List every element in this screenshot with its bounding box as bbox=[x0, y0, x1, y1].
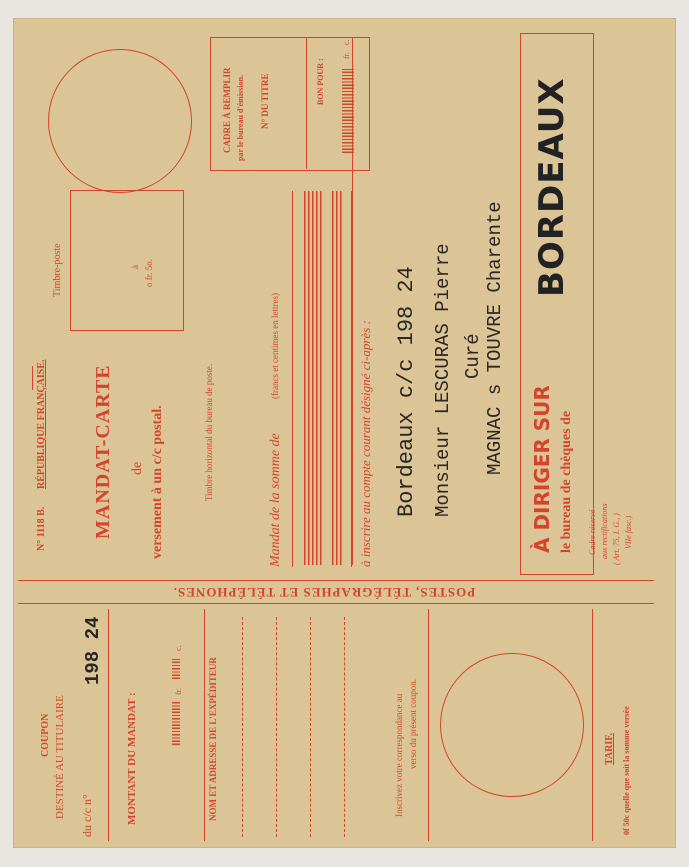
postal-money-order-card bbox=[14, 19, 675, 847]
band-bottom bbox=[18, 603, 654, 604]
coupon-title: COUPON bbox=[40, 713, 51, 757]
city-name: BORDEAUX bbox=[532, 77, 572, 297]
stamp-price: o fr. 5o. bbox=[144, 259, 154, 287]
timbre-horizontal: Timbre horizontal du bureau de poste. bbox=[204, 363, 214, 501]
cadre-reserve-2: aux rectifications bbox=[600, 503, 609, 559]
divider bbox=[32, 366, 33, 390]
postes-text: POSTES, TÉLÉGRAPHES ET TÉLÉPHONES. bbox=[172, 585, 476, 600]
coupon-rule-3 bbox=[428, 609, 429, 841]
typed-line-2: Monsieur LESCURAS Pierre bbox=[432, 243, 454, 517]
a-diriger-sur: À DIRIGER SUR bbox=[530, 385, 554, 553]
typed-line-3: Curé bbox=[462, 333, 484, 379]
mandat-somme-label: Mandat de la somme de bbox=[268, 433, 283, 567]
no-titre: N° DU TITRE bbox=[260, 73, 270, 129]
nom-adresse: NOM ET ADRESSE DE L'EXPÉDITEUR bbox=[208, 657, 218, 821]
dash-1 bbox=[242, 617, 243, 837]
coupon-destine: DESTINÉ AU TITULAIRE bbox=[54, 695, 66, 819]
cadre-reserve-3: ( Art. 75, I. G., ) bbox=[612, 513, 621, 565]
coupon-fr: fr. bbox=[174, 688, 183, 695]
dash-4 bbox=[344, 617, 345, 837]
amount-stripes bbox=[304, 191, 324, 565]
tarif-text: 0f 50c quelle que soit la somme versée bbox=[622, 706, 631, 835]
coupon-rule-4 bbox=[592, 609, 593, 841]
coupon-c: c. bbox=[174, 645, 183, 651]
form-de: de bbox=[130, 461, 145, 475]
tarif-label: TARIF. bbox=[604, 733, 615, 765]
coupon-postmark-circle bbox=[440, 653, 584, 797]
coupon-rule-2 bbox=[204, 609, 205, 841]
inscrivez-2: verso du présent coupon. bbox=[408, 679, 418, 769]
coupon-number: 198 24 bbox=[82, 616, 104, 685]
inscrivez-1: Inscrivez votre correspondance au bbox=[394, 693, 404, 817]
par-bureau: par le bureau d'émission. bbox=[236, 75, 245, 161]
republic-label: RÉPUBLIQUE FRANÇAISE. bbox=[36, 359, 47, 489]
coupon-montant: MONTANT DU MANDAT : bbox=[126, 692, 138, 825]
coupon-left-rule bbox=[108, 609, 109, 841]
stamp-box bbox=[70, 190, 184, 331]
postes-banner bbox=[124, 584, 524, 600]
dash-2 bbox=[276, 617, 277, 837]
coupon-c-stripes bbox=[172, 659, 180, 679]
bon-fr: fr. bbox=[342, 52, 351, 59]
coupon-cc-no: du c/c n° bbox=[80, 794, 94, 837]
stamp-label: Timbre-poste bbox=[52, 243, 63, 297]
francs-note: (francs et centimes en lettres) bbox=[270, 293, 280, 399]
stamp-a: à bbox=[130, 265, 140, 269]
inscrire-label: à inscrire au compte courant désigné ci-après : bbox=[358, 320, 373, 567]
bureau-cheques: le bureau de chèques de bbox=[559, 410, 574, 553]
cadre-remplir: CADRE À REMPLIR bbox=[222, 67, 232, 153]
bon-c: c. bbox=[342, 39, 351, 45]
cadre-reserve-1: Cadre réservé bbox=[588, 509, 597, 555]
dash-3 bbox=[310, 617, 311, 837]
amount-stripes-2 bbox=[332, 191, 344, 565]
form-title: MANDAT-CARTE bbox=[92, 364, 114, 539]
coupon-montant-stripes bbox=[172, 701, 180, 745]
typed-line-4: MAGNAC s TOUVRE Charente bbox=[484, 201, 506, 475]
bon-pour: BON POUR : bbox=[316, 58, 325, 105]
cadre-reserve-4: VIIe fasc.) bbox=[624, 515, 633, 549]
form-subtitle: versement à un c/c postal. bbox=[150, 405, 165, 559]
bon-pour-stripes bbox=[342, 69, 354, 153]
form-number: N° 1118 B. bbox=[36, 506, 47, 551]
typed-line-1: Bordeaux c/c 198 24 bbox=[394, 266, 419, 517]
band-top bbox=[18, 580, 654, 581]
cadre-split bbox=[306, 37, 307, 169]
postmark-circle bbox=[48, 49, 192, 193]
